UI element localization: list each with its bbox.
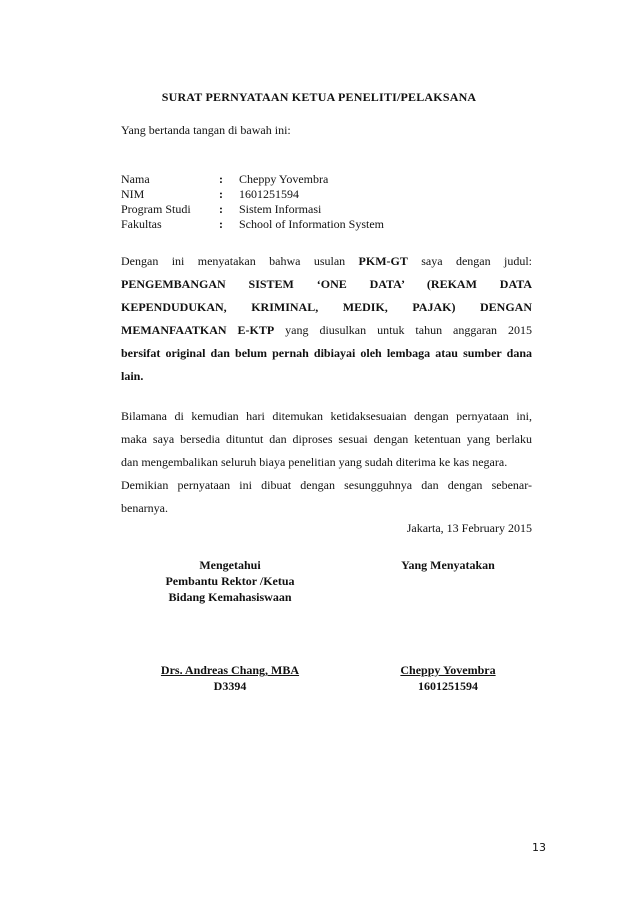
program-name: PKM-GT xyxy=(358,254,408,268)
identity-colon: : xyxy=(219,217,223,231)
approver-role: Mengetahui xyxy=(199,558,261,572)
declarant-name: Cheppy Yovembra xyxy=(400,663,496,677)
research-title-end: MEMANFAATKAN E-KTP xyxy=(121,323,275,337)
identity-colon: : xyxy=(219,187,223,201)
place-date: Jakarta, 13 February 2015 xyxy=(406,521,532,535)
identity-value: Sistem Informasi xyxy=(239,202,322,216)
identity-colon: : xyxy=(219,172,223,186)
identity-value: School of Information System xyxy=(239,217,384,231)
research-title-line: KEPENDUDUKAN, KRIMINAL, MEDIK, PAJAK) DENGAN xyxy=(121,300,532,314)
approver-title: Pembantu Rektor /Ketua xyxy=(165,574,295,588)
declarant-id: 1601251594 xyxy=(418,679,478,693)
statement-line xyxy=(121,250,532,273)
identity-row-program-studi xyxy=(121,202,384,217)
approver-name: Drs. Andreas Chang, MBA xyxy=(160,663,300,677)
originality-line: bersifat original dan belum pernah dibiayai oleh lembaga atau sumber dana xyxy=(121,346,532,360)
approver-division: Bidang Kemahasiswaan xyxy=(168,590,292,604)
research-title-line: PENGEMBANGAN SISTEM ‘ONE DATA’ (REKAM DATA xyxy=(121,277,532,291)
identity-value: Cheppy Yovembra xyxy=(239,172,329,186)
page-number: 13 xyxy=(532,841,546,854)
statement-line xyxy=(121,319,532,342)
identity-row-nim xyxy=(121,187,384,202)
statement-paragraph xyxy=(121,250,532,388)
identity-label: Program Studi xyxy=(121,202,191,216)
identity-value: 1601251594 xyxy=(239,187,299,201)
declarant-name-block xyxy=(348,662,548,694)
liability-line: dan mengembalikan seluruh biaya penelitian yang sudah diterima ke kas negara. xyxy=(121,455,508,469)
identity-row-fakultas xyxy=(121,217,384,232)
identity-label: Fakultas xyxy=(121,217,162,231)
statement-text: saya dengan judul: xyxy=(421,254,533,268)
statement-text: Dengan ini menyatakan bahwa usulan xyxy=(121,254,346,268)
closing-line-end: benarnya. xyxy=(121,501,168,515)
statement-text: yang diusulkan untuk tahun anggaran 2015 xyxy=(285,323,532,337)
identity-label: NIM xyxy=(121,187,145,201)
identity-row-nama xyxy=(121,172,384,187)
liability-line: Bilamana di kemudian hari ditemukan ketidaksesuaian dengan pernyataan ini, xyxy=(121,409,532,423)
approver-signature-block xyxy=(130,557,330,605)
liability-line: maka saya bersedia dituntut dan diproses sesuai dengan ketentuan yang berlaku xyxy=(121,432,532,446)
intro-text: Yang bertanda tangan di bawah ini: xyxy=(121,123,291,137)
declarant-role: Yang Menyatakan xyxy=(401,558,495,572)
liability-paragraph xyxy=(121,405,532,520)
closing-line: Demikian pernyataan ini dibuat dengan sesungguhnya dan dengan sebenar- xyxy=(121,478,532,492)
declarant-signature-block xyxy=(348,557,548,573)
originality-line-end: lain. xyxy=(121,369,144,383)
approver-id: D3394 xyxy=(213,679,247,693)
identity-label: Nama xyxy=(121,172,150,186)
identity-colon: : xyxy=(219,202,223,216)
document-title: SURAT PERNYATAAN KETUA PENELITI/PELAKSANA xyxy=(161,90,477,104)
approver-name-block xyxy=(130,662,330,694)
identity-table xyxy=(121,172,384,232)
